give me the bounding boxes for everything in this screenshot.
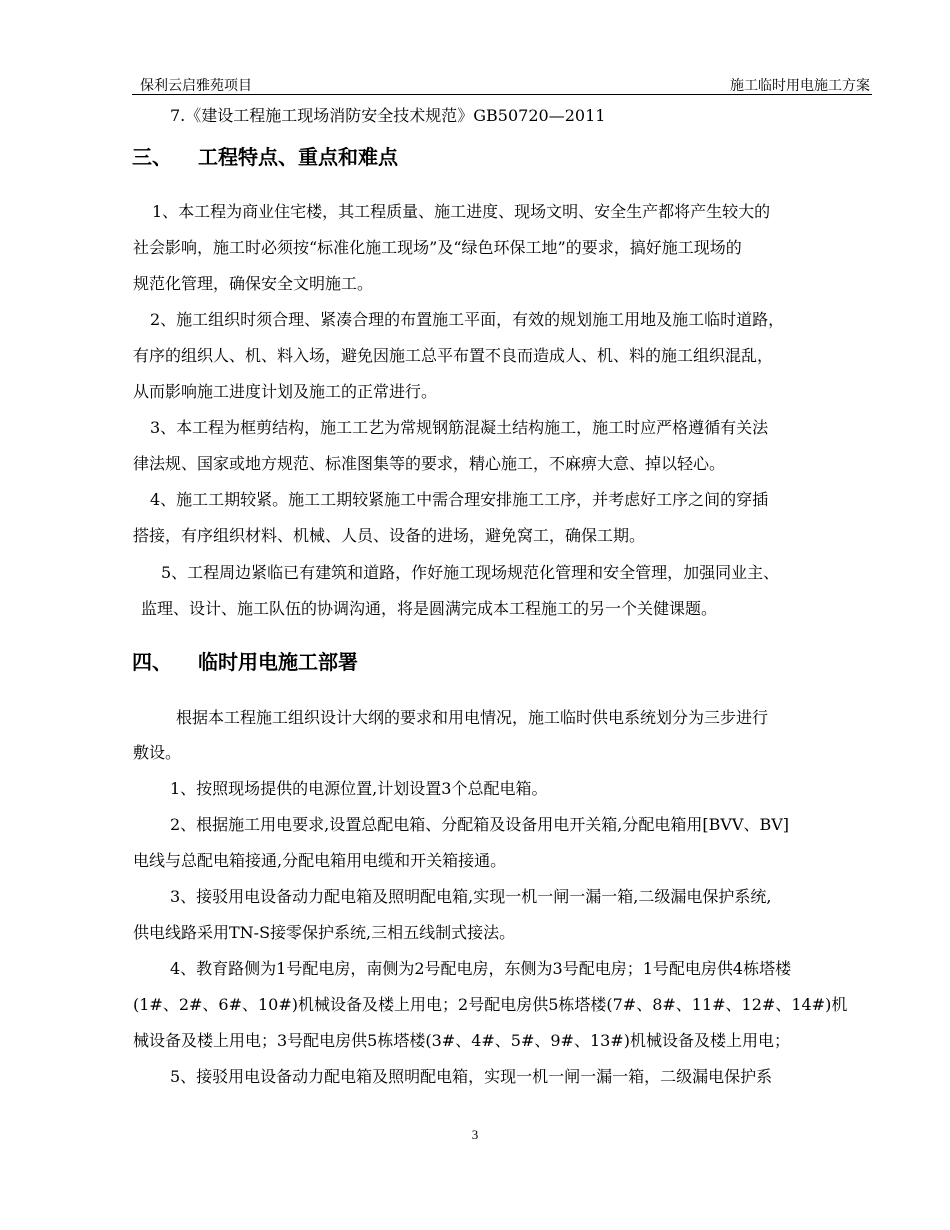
paragraph-line: 2、根据施工用电要求,设置总配电箱、分配箱及设备用电开关箱,分配电箱用[BVV、BV] — [170, 815, 790, 834]
paragraph-line: 1、本工程为商业住宅楼，其工程质量、施工进度、现场文明、安全生产都将产生较大的 — [152, 202, 771, 221]
paragraph-line: 搭接，有序组织材料、机械、人员、设备的进场，避免窝工，确保工期。 — [133, 526, 646, 545]
paragraph-line: 供电线路采用TN-S接零保护系统,三相五线制式接法。 — [133, 923, 516, 942]
paragraph-line: 从而影响施工进度计划及施工的正常进行。 — [133, 382, 438, 401]
section-3-title: 工程特点、重点和难点 — [198, 145, 398, 169]
header-divider — [132, 94, 872, 95]
paragraph-line: 规范化管理，确保安全文明施工。 — [133, 274, 374, 293]
reference-item-7: 7.《建设工程施工现场消防安全技术规范》GB50720—2011 — [170, 106, 606, 125]
paragraph-line: (1#、2#、6#、10#)机械设备及楼上用电；2号配电房供5栋塔楼(7#、8#、11#、12#、14#)机 — [133, 995, 848, 1014]
paragraph-line: 4、教育路侧为1号配电房，南侧为2号配电房，东侧为3号配电房；1号配电房供4栋塔楼 — [170, 959, 792, 978]
paragraph-line: 3、接驳用电设备动力配电箱及照明配电箱,实现一机一闸一漏一箱,二级漏电保护系统, — [170, 887, 772, 906]
section-3-heading — [132, 145, 398, 169]
section-3-number: 三、 — [132, 145, 172, 169]
paragraph-line: 敷设。 — [133, 743, 182, 762]
paragraph-line: 2、施工组织时须合理、紧凑合理的布置施工平面，有效的规划施工用地及施工临时道路， — [150, 310, 785, 329]
header-project-name: 保利云启雅苑项目 — [140, 78, 252, 94]
page-number: 3 — [471, 1127, 479, 1142]
paragraph-line: 监理、设计、施工队伍的协调沟通，将是圆满完成本工程施工的另一个关健课题。 — [141, 599, 718, 618]
paragraph-line: 4、施工工期较紧。施工工期较紧施工中需合理安排施工工序，并考虑好工序之间的穿插 — [150, 490, 769, 509]
section-4-title: 临时用电施工部署 — [198, 650, 358, 674]
section-4-number: 四、 — [132, 650, 172, 674]
paragraph-line: 3、本工程为框剪结构，施工工艺为常规钢筋混凝土结构施工，施工时应严格遵循有关法 — [150, 418, 769, 437]
paragraph-line: 电线与总配电箱接通,分配电箱用电缆和开关箱接通。 — [133, 851, 507, 870]
paragraph-line: 根据本工程施工组织设计大纲的要求和用电情况，施工临时供电系统划分为三步进行 — [176, 708, 769, 727]
paragraph-line: 社会影响，施工时必须按“标准化施工现场”及“绿色环保工地”的要求，搞好施工现场的 — [133, 238, 742, 257]
header-document-title: 施工临时用电施工方案 — [730, 78, 870, 94]
paragraph-line: 有序的组织人、机、料入场，避免因施工总平布置不良而造成人、机、料的施工组织混乱， — [133, 346, 774, 365]
section-4-heading — [132, 650, 358, 674]
paragraph-line: 律法规、国家或地方规范、标准图集等的要求，精心施工，不麻痹大意、掉以轻心。 — [133, 454, 726, 473]
paragraph-line: 1、按照现场提供的电源位置,计划设置3个总配电箱。 — [170, 779, 548, 798]
paragraph-line: 5、接驳用电设备动力配电箱及照明配电箱，实现一机一闸一漏一箱，二级漏电保护系 — [170, 1067, 773, 1086]
paragraph-line: 械设备及楼上用电；3号配电房供5栋塔楼(3#、4#、5#、9#、13#)机械设备及楼上用电； — [133, 1031, 790, 1050]
paragraph-line: 5、工程周边紧临已有建筑和道路，作好施工现场规范化管理和安全管理，加强同业主、 — [161, 563, 780, 582]
